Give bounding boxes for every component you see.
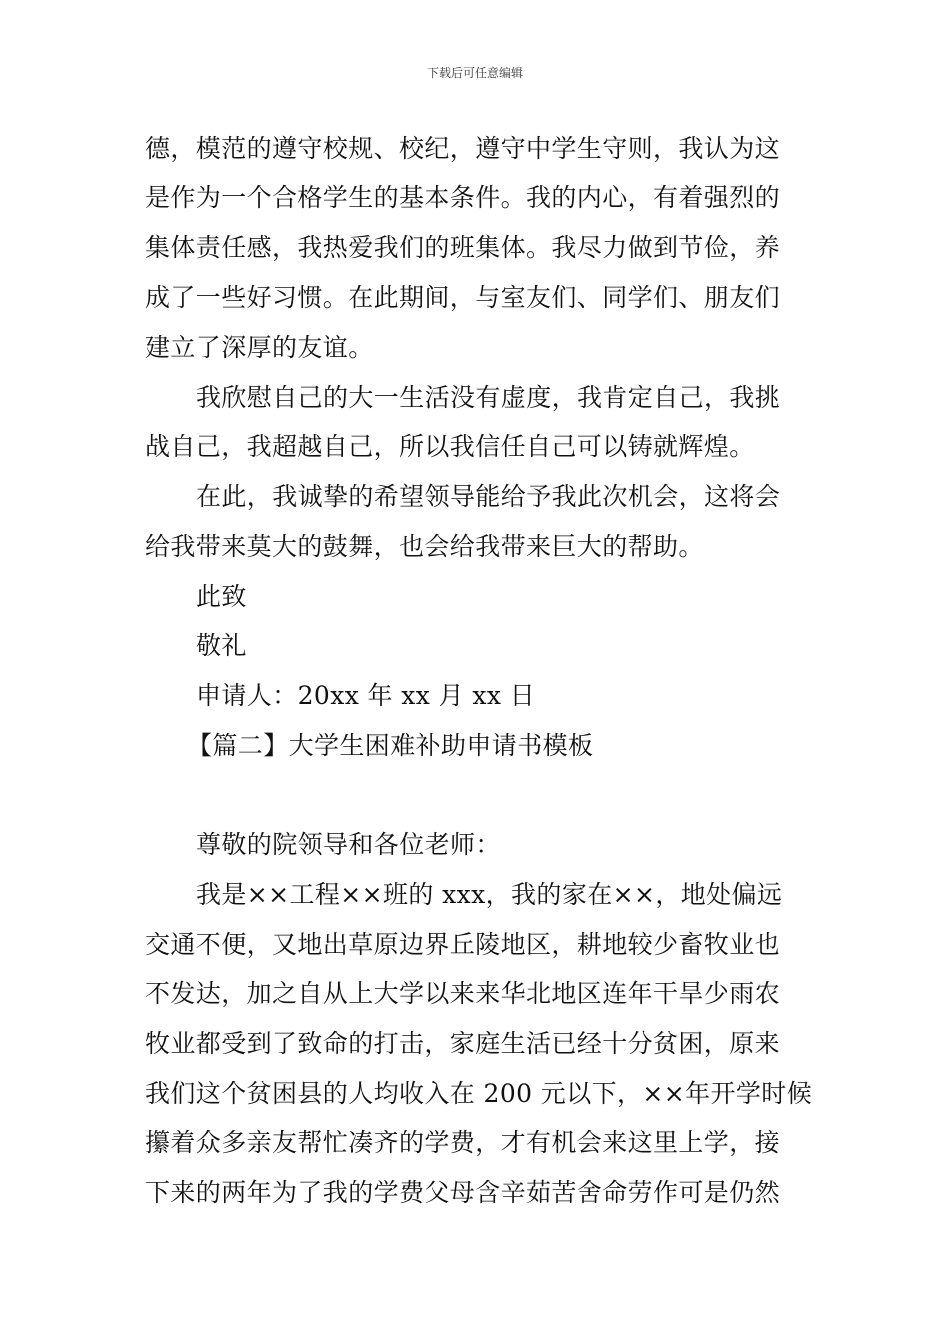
text-line: 不发达，加之自从上大学以来来华北地区连年干旱少雨农 xyxy=(145,979,781,1008)
text-line: 我欣慰自己的大一生活没有虚度，我肯定自己，我挑 xyxy=(196,383,781,412)
salutation-line: 尊敬的院领导和各位老师： xyxy=(196,830,501,859)
text-line: 我们这个贫困县的人均收入在 200 元以下，××年开学时候 xyxy=(145,1079,813,1108)
closing-line: 此致 xyxy=(196,582,247,611)
text-line: 战自己，我超越自己，所以我信任自己可以铸就辉煌。 xyxy=(145,432,755,461)
text-line: 给我带来莫大的鼓舞，也会给我带来巨大的帮助。 xyxy=(145,532,704,561)
text-line: 牧业都受到了致命的打击，家庭生活已经十分贫困，原来 xyxy=(145,1029,781,1058)
section-heading: 【篇二】大学生困难补助申请书模板 xyxy=(187,731,594,760)
text-line: 下来的两年为了我的学费父母含辛茹苦舍命劳作可是仍然 xyxy=(145,1178,781,1207)
signature-line: 申请人：20xx 年 xx 月 xx 日 xyxy=(196,681,536,710)
text-line: 在此，我诚挚的希望领导能给予我此次机会，这将会 xyxy=(196,482,781,511)
text-line: 交通不便，又地出草原边界丘陵地区，耕地较少畜牧业也 xyxy=(145,930,781,959)
text-line: 是作为一个合格学生的基本条件。我的内心，有着强烈的 xyxy=(145,183,781,212)
text-line: 攥着众多亲友帮忙凑齐的学费，才有机会来这里上学，接 xyxy=(145,1128,781,1157)
text-line: 我是××工程××班的 xxx，我的家在××，地处偏远 xyxy=(196,880,783,909)
text-line: 建立了深厚的友谊。 xyxy=(145,333,374,362)
text-line: 德，模范的遵守校规、校纪，遵守中学生守则，我认为这 xyxy=(145,134,781,163)
text-line: 集体责任感，我热爱我们的班集体。我尽力做到节俭，养 xyxy=(145,233,781,262)
closing-line: 敬礼 xyxy=(196,631,247,660)
page-header: 下载后可任意编辑 xyxy=(426,66,523,80)
text-line: 成了一些好习惯。在此期间，与室友们、同学们、朋友们 xyxy=(145,283,781,312)
